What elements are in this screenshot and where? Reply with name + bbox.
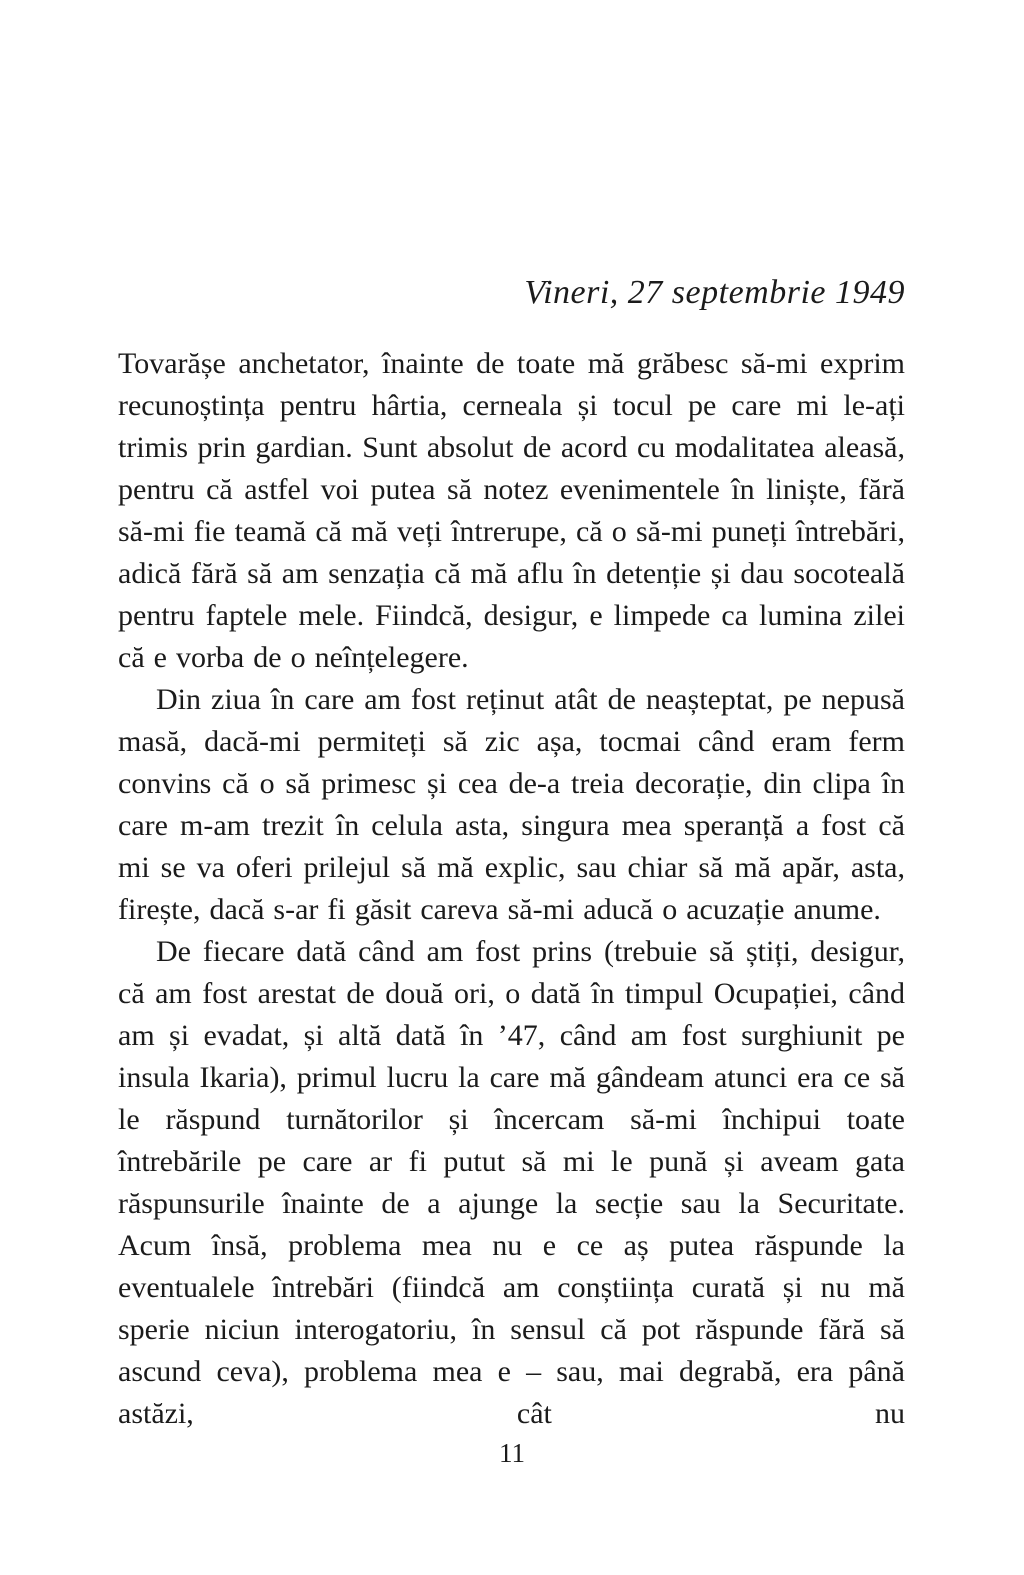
- date-heading: Vineri, 27 septembrie 1949: [524, 274, 905, 311]
- body-text: [118, 343, 905, 1435]
- paragraph-1: Tovarășe anchetator, înainte de toate mă grăbesc să-mi exprim recunoștința pentru hârtia, cerneala și tocul pe care mi le-ați trimis prin gardian. Sunt absolut de acord cu modalitatea aleasă, pentru că astfel voi putea să notez evenimentele în liniște, fără să-mi fie teamă că mă veți întrerupe, că o să-mi puneți întrebări, adică fără să am senzația că mă aflu în detenție și dau socoteală pentru faptele mele. Fiindcă, desigur, e limpede ca lumina zilei că e vorba de o neînțelegere.: [118, 346, 905, 674]
- page-number: 11: [499, 1438, 525, 1468]
- paragraph-2: Din ziua în care am fost reținut atât de neașteptat, pe nepusă masă, dacă-mi permiteți să zic așa, tocmai când eram ferm convins că o să primesc și cea de-a treia decorație, din clipa în care m-am trezit în celula asta, singura mea speranță a fost că mi se va oferi prilejul să mă explic, sau chiar să mă apăr, asta, firește, dacă s-ar fi găsit careva să-mi aducă o acuzație anume.: [118, 682, 905, 926]
- paragraph-3: De fiecare dată când am fost prins (trebuie să știți, desigur, că am fost arestat de două ori, o dată în timpul Ocupației, când am și evadat, și altă dată în ’47, când am fost surghiunit pe insula Ikaria), primul lucru la care mă gândeam atunci era ce să le răspund turnătorilor și încercam să-mi închipui toate întrebările pe care ar fi putut să mi le pună și aveam gata răspunsurile înainte de a ajunge la secție sau la Securitate. Acum însă, problema mea nu e ce aș putea răspunde la eventualele întrebări (fiindcă am conștiința curată și nu mă sperie niciun interogatoriu, în sensul că pot răspunde fără să ascund ceva), problema mea e – sau, mai degrabă, era până astăzi, cât nu: [118, 934, 905, 1430]
